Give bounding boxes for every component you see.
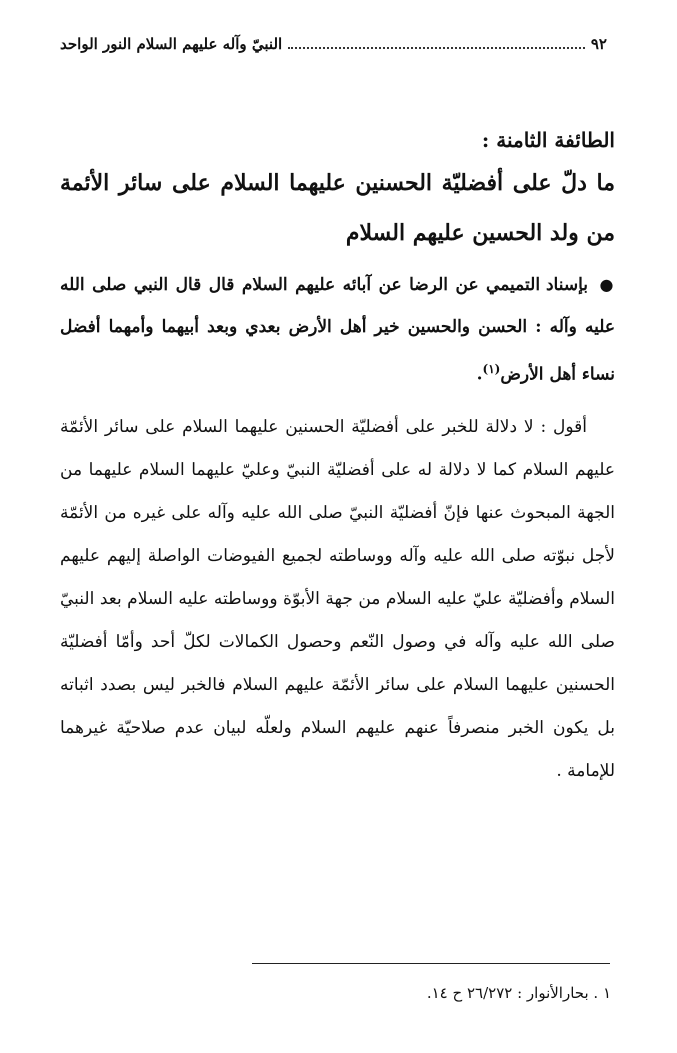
footnote-divider (252, 963, 610, 964)
hadith-text: بإسناد التميمي عن الرضا عن آبائه عليهم السلام قال قال النبي صلى الله عليه وآله : الحسن والحسين خير أهل الأرض بعدي وبعد أبيهما وأمهما أفضل نساء أهل الأرض (60, 275, 615, 385)
header-dot-leader (288, 47, 585, 49)
main-content (60, 118, 615, 793)
footnote-1: ١ . بحارالأنوار : ٢٦/٢٧٢ ح ١٤. (426, 984, 611, 1002)
page-number: ٩٢ (590, 35, 607, 53)
running-header (60, 30, 607, 58)
bullet-icon: ● (599, 275, 615, 294)
section-subtitle: الطائفة الثامنة : (481, 128, 615, 152)
footnote-reference[interactable]: (١) (482, 362, 501, 376)
running-title: النبيّ وآله عليهم السلام النور الواحد (60, 35, 283, 53)
hadith-paragraph (60, 264, 615, 396)
hadith-end: . (476, 364, 483, 385)
section-title: ما دلّ على أفضليّة الحسنين عليهما السلام على سائر الأئمة من ولد الحسين عليهم السلام (60, 170, 615, 246)
commentary-paragraph: أقول : لا دلالة للخبر على أفضليّة الحسنين عليهما السلام على سائر الأئمّة عليهم السلام كما لا دلالة له على أفضليّة النبيّ وعليّ عليهما السلام عليهما من الجهة المبحوث عنها فإنّ أفضليّة النبيّ صلى الله عليه وآله على غيره من الأئمّة لأجل نبوّته صلى الله عليه وآله ووساطته لجميع الفيوضات الواصلة إليهم عليهم السلام وأفضليّة عليّ عليه السلام من جهة الأبوّة ووساطته عليه السلام بعد النبيّ صلى الله عليه وآله في وصول النّعم وحصول الكمالات لكلّ أحد وأمّا أفضليّة الحسنين عليهما السلام على سائر الأئمّة عليهم السلام فالخبر ليس بصدد اثباته بل يكون الخبر منصرفاً عنهم عليهم السلام ولعلّه لبيان عدم صلاحيّة غيرهما للإمامة . (60, 416, 615, 781)
